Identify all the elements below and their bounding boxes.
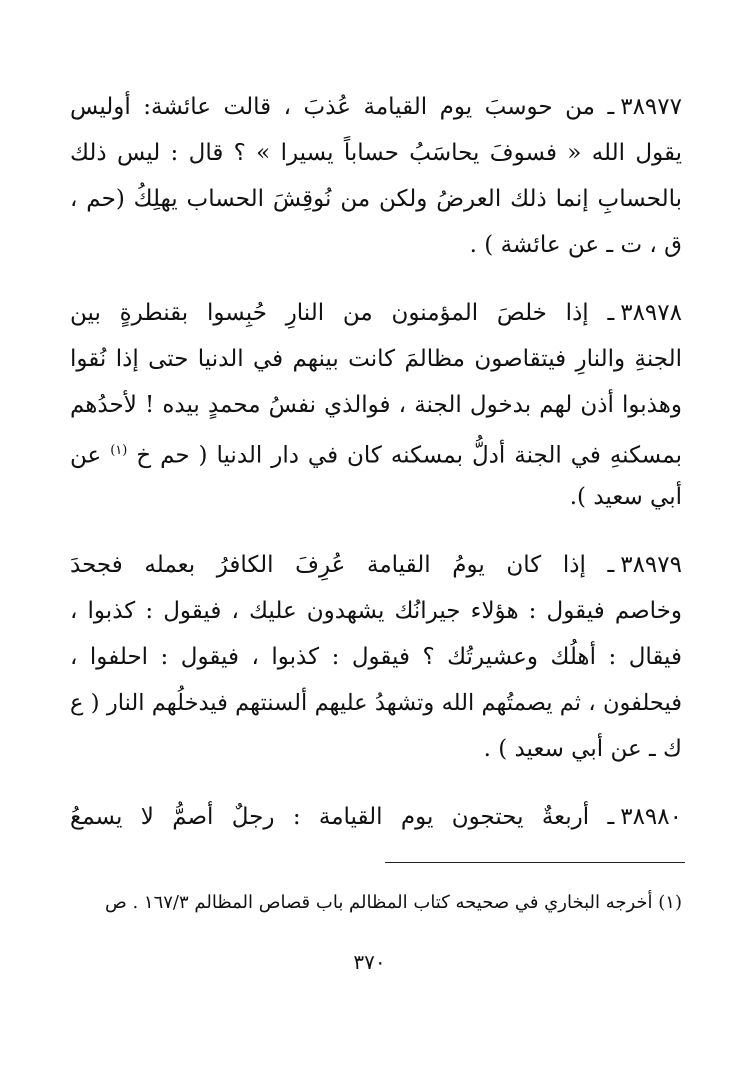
text-line: ق ، ت ـ عن عائشة ) . [469,232,682,258]
text-line: فيقال : أهلُك وعشيرتُك ؟ فيقول : كذبوا ، فيقول : احلفوا ، [70,644,682,670]
hadith-38980 [70,794,682,840]
text-line: وهذبوا أذن لهم بدخول الجنة ، فوالذي نفسُ محمدٍ بيده ! لأحدُهم [70,392,682,418]
text-line: وخاصم فيقول : هؤلاء جيرانُك يشهدون عليك ، فيقول : كذبوا ، [70,598,682,624]
footnote-divider [385,862,685,863]
text-line: بالحسابِ إنما ذلك العرضُ ولكن من نُوقِشَ الحساب يهلِكُ (حم ، [70,186,682,212]
main-text [70,84,682,862]
text-line: الجنةِ والنارِ فيتقاصون مظالمَ كانت بينهم في الدنيا حتى إذا نُقوا [70,346,682,372]
text-line: ٣٨٩٧٨ـ إذا خلصَ المؤمنون من النارِ حُبِسوا بقنطرةٍ بين [70,300,682,326]
hadith-38978 [70,290,682,520]
text-line: فيحلفون ، ثم يصمتُهم الله وتشهدُ عليهم ألسنتهم فيدخلُهم النار ( ع [70,690,682,716]
text-line: ٣٨٩٧٩ـ إذا كان يومُ القيامة عُرِفَ الكافرُ بعمله فجحدَ [70,552,682,578]
text-line: بمسكنهِ في الجنة أدلُّ بمسكنه كان في دار الدنيا ( حم خ $^{(١)}$ عن [70,442,682,469]
text-line: ك ـ عن أبي سعيد ) . [483,736,682,762]
hadith-number: ٣٨٩٧٨ [620,300,682,326]
hadith-number: ٣٨٩٧٩ [620,552,682,578]
text-line: ٣٨٩٧٧ـ من حوسبَ يوم القيامة عُذبَ ، قالت عائشة: أوليس [70,94,682,120]
text-line: أبي سعيد ). [569,484,682,510]
hadith-38977 [70,84,682,268]
hadith-number: ٣٨٩٧٧ [620,94,682,120]
hadith-number: ٣٨٩٨٠ [620,804,682,830]
text-line: يقول الله « فسوفَ يحاسَبُ حساباً يسيرا » ؟ قال : ليس ذلك [70,140,682,166]
hadith-38979 [70,542,682,772]
page-number: ٣٧٠ [353,950,386,974]
footnote: (١) أخرجه البخاري في صحيحه كتاب المظالم باب قصاص المظالم ١٦٧/٣ . ص [104,892,682,913]
footnote-marker: (١) [110,443,128,458]
text-line: ٣٨٩٨٠ـ أربعةٌ يحتجون يوم القيامة : رجلٌ أصمُّ لا يسمعُ [70,804,682,830]
